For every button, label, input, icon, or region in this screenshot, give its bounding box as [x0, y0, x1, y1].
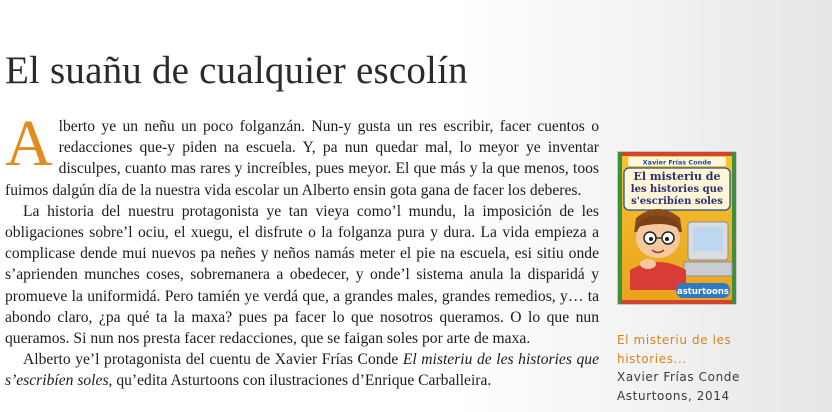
- caption-author: Xavier Frías Conde: [617, 370, 740, 384]
- paragraph-3: [5, 349, 599, 391]
- caption-publisher-year: Asturtoons, 2014: [617, 388, 730, 403]
- cover-publisher-logo: asturtoons: [677, 287, 729, 297]
- cover-title-line-2: les histories que: [630, 184, 724, 195]
- cover-author-text: Xavier Frías Conde: [642, 158, 712, 167]
- caption-title-line-1: El misteriu de les: [617, 333, 732, 347]
- book-cover-illustration: [618, 152, 736, 304]
- book-title-inline: El misteriu de les histories que s’escribíen soles: [5, 351, 599, 390]
- paragraph-3-text-b: , qu’edita Asturtoons con ilustraciones d’Enrique Carballeira.: [108, 372, 492, 390]
- article-body: [5, 107, 599, 392]
- drop-cap: A: [5, 107, 53, 180]
- paragraph-2: La historia del nuestru protagonista ye tan vieya como’l mundu, la imposición de les obligaciones sobre’l ociu, el xuegu, el disfrute o la folganza pura y dura. La vida empieza a complicase dende mui nuevos pa neñes y neños namás meter el pie na escuela, esi sitiu onde s’aprienden munches coses, sobremanera a obedecer, y onde’l sistema anula la disparidá y promueve la uniformidá. Pero tamién ye verdá que, a grandes males, grandes remedios, y… ta abondo claro, ¿pa qué ta la maxa? pues pa facer lo que nosotros queramos. O lo que nun queramos. Si nun nos presta facer redacciones, que se faigan soles por arte de maxa.: [5, 202, 599, 348]
- paragraph-1: [5, 107, 599, 201]
- paragraph-1-text: lberto ye un neñu un poco folganzán. Nun-y gusta un res escribir, facer cuentos o redacciones que-y piden na escuela. Y, pa nun quedar mal, lo meyor ye inventar disculpes, cuanto mas rares y increíbles, pues meyor. El que más y la que menos, toos fuimos dalgún día de la nuestra vida escolar un Alberto ensin gota gana de facer los deberes.: [5, 118, 599, 199]
- caption-title-line-2: histories...: [617, 351, 687, 366]
- cover-title-line-3: s'escribíen soles: [631, 196, 723, 207]
- cover-title-line-1: El misteriu de: [633, 170, 721, 183]
- page-title: El suañu de cualquier escolín: [5, 49, 468, 93]
- book-caption: [617, 331, 827, 405]
- book-cover-image[interactable]: [618, 152, 736, 304]
- paragraph-3-text-a: Alberto ye’l protagonista del cuentu de Xavier Frías Conde: [23, 351, 403, 369]
